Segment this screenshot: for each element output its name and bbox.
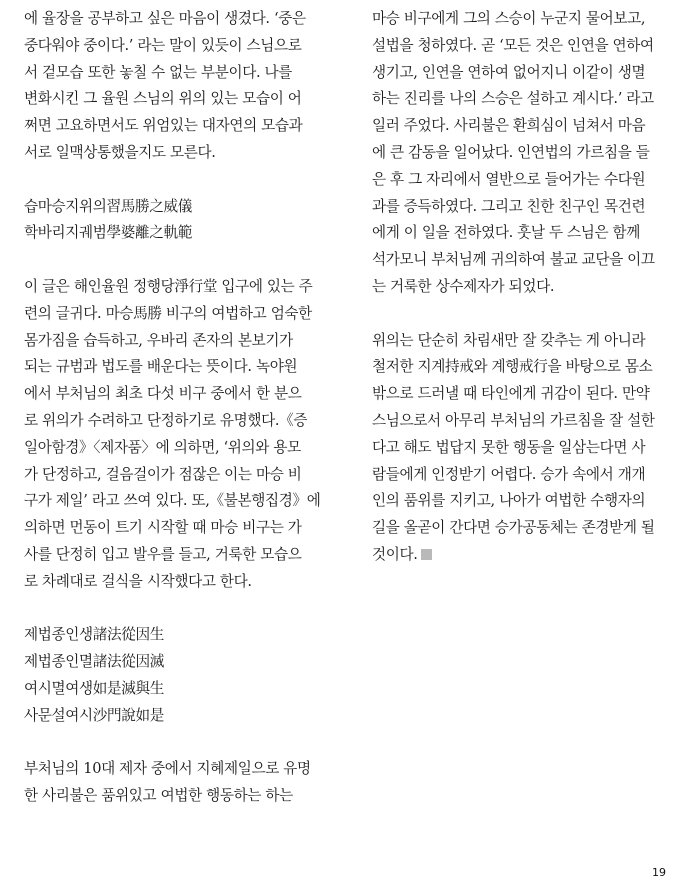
text-line: 련의 글귀다. 마승馬勝 비구의 여법하고 엄숙한	[24, 304, 312, 322]
text-line: 구가 제일’ 라고 쓰여 있다. 또,《불본행집경》에	[24, 492, 321, 510]
text-line: 사문설여시沙門說如是	[24, 706, 164, 724]
text-line: 람들에게 인정받기 어렵다. 승가 속에서 개개	[372, 465, 646, 483]
text-line: 위의는 단순히 차림새만 잘 갖추는 게 아니라	[372, 331, 646, 349]
text-line: 쩌면 고요하면서도 위엄있는 대자연의 모습과	[24, 117, 303, 135]
text-line: 의하면 먼동이 트기 시작할 때 마승 비구는 가	[24, 519, 302, 537]
text-line: 과를 증득하였다. 그리고 친한 친구인 목건련	[372, 197, 646, 215]
text-line: 여시멸여생如是滅與生	[24, 679, 164, 697]
paragraph-gap	[24, 247, 321, 274]
text-line: 학바리지궤범學婆離之軌範	[24, 224, 192, 242]
text-line: 에 큰 감동을 일어났다. 인연법의 가르침을 들	[372, 143, 650, 161]
text-line: 로 차례대로 걸식을 시작했다고 한다.	[24, 572, 252, 590]
text-line: 하는 진리를 나의 스승은 설하고 계시다.’ 라고	[372, 90, 654, 108]
text-line: 사를 단정히 입고 발우를 들고, 거룩한 모습으	[24, 545, 302, 563]
text-line: 마승 비구에게 그의 스승이 누군지 물어보고,	[372, 10, 646, 27]
text-line: 은 후 그 자리에서 열반으로 들어가는 수다원	[372, 170, 646, 188]
text-line: 일아함경》〈제자품〉에 의하면, ‘위의와 용모	[24, 438, 301, 456]
text-line: 부처님의 10대 제자 중에서 지혜제일으로 유명	[24, 760, 311, 778]
page-number: 19	[652, 866, 666, 879]
text-line: 다고 해도 법답지 못한 행동을 일삼는다면 사	[372, 438, 646, 456]
text-line: 습마승지위의習馬勝之威儀	[24, 197, 192, 215]
text-line: 밖으로 드러낼 때 타인에게 귀감이 된다. 만약	[372, 385, 650, 403]
text-line: 이 글은 해인율원 정행당淨行堂 입구에 있는 주	[24, 277, 313, 295]
text-line: 서 겉모습 또한 놓칠 수 없는 부분이다. 나를	[24, 63, 293, 81]
end-mark-icon	[421, 549, 432, 560]
text-line: 에서 부처님의 최초 다섯 비구 중에서 한 분으	[24, 385, 302, 403]
text-line: 몸가짐을 습득하고, 우바리 존자의 본보기가	[24, 331, 293, 349]
text-line: 중다워야 중이다.’ 라는 말이 있듯이 스님으로	[24, 36, 302, 54]
text-line: 되는 규범과 법도를 배운다는 뜻이다. 녹야원	[24, 358, 298, 376]
paragraph-gap	[24, 730, 321, 757]
text-line: 길을 올곧이 간다면 승가공동체는 존경받게 될	[372, 519, 655, 537]
text-line: 변화시킨 그 율원 스님의 위의 있는 모습이 어	[24, 90, 302, 108]
text-line: 철저한 지계持戒와 계행戒行을 바탕으로 몸소	[372, 358, 653, 376]
text-line: 일러 주었다. 사리불은 환희심이 넘쳐서 마음	[372, 117, 646, 135]
text-line: 석가모니 부처님께 귀의하여 불교 교단을 이끄	[372, 251, 655, 269]
text-line: 제법종인생諸法從因生	[24, 626, 164, 644]
text-line: 것이다.	[372, 542, 655, 569]
left-column	[24, 6, 321, 810]
text-line: 서로 일맥상통했을지도 모른다.	[24, 143, 216, 161]
text-line: 가 단정하고, 걸음걸이가 점잖은 이는 마승 비	[24, 465, 302, 483]
text-line: 생기고, 인연을 연하여 없어지니 이같이 생멸	[372, 63, 646, 81]
paragraph-gap	[24, 596, 321, 623]
text-line: 스님으로서 아무리 부처님의 가르침을 잘 설한	[372, 411, 655, 429]
paragraph-gap	[372, 301, 655, 328]
text-line: 에 율장을 공부하고 싶은 마음이 생겼다. ‘중은	[24, 10, 306, 27]
text-line: 설법을 청하였다. 곧 ‘모든 것은 인연을 연하여	[372, 36, 654, 54]
paragraph-gap	[24, 167, 321, 194]
text-line: 인의 품위를 지키고, 나아가 여법한 수행자의	[372, 492, 646, 510]
text-line: 로 위의가 수려하고 단정하기로 유명했다.《증	[24, 411, 308, 429]
text-line: 는 거룩한 상수제자가 되었다.	[372, 277, 555, 295]
text-line: 제법종인멸諸法從因滅	[24, 653, 164, 671]
text-line: 에게 이 일을 전하였다. 훗날 두 스님은 함께	[372, 224, 641, 242]
right-column	[372, 6, 655, 569]
text-line: 한 사리불은 품위있고 여법한 행동하는 하는	[24, 787, 293, 805]
